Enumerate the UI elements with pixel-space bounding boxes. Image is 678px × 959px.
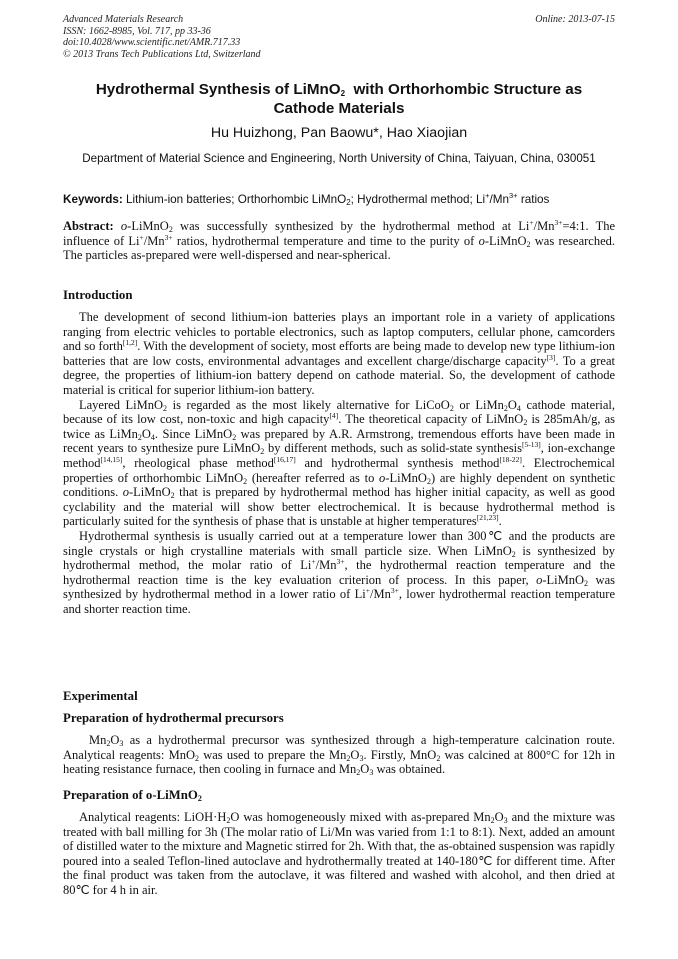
- precursor-paragraph: $Mn_2O_3$ as a hydrothermal precursor was synthesized through a high-temperature calcination route. Analytical reagents: MnO$_2$ was used to prepare the $Mn_2O_3$. Firstly, MnO$_2$ was calcined at 800°C for 12h in heating resistance furnace, then cooling in furnace and $Mn_2O_3$ was obtained.: [63, 733, 615, 778]
- section-heading-introduction: Introduction: [63, 288, 133, 302]
- o-limno2-paragraph: Analytical reagents: $LiOH\cdot H_2O$ was homogeneously mixed with as-prepared $Mn_2O_3$ and the mixture was treated with ball milling for 3h (The molar ratio of Li/Mn was varied from 1:1 to 8:1). Next, added an amount of distilled water to the mixture and Magnetic stirred for 2h. With that, the as-obtained suspension was rapidly poured into a sealed Teflon-lined autoclave and hydrothermally treated at 140-180℃ for different time. After the final product was taken from the autoclave, it was filtered and washed with alcohol, and then dried at 80℃ for 4 h in air.: [63, 810, 615, 897]
- affiliation: Department of Material Science and Engineering, North University of China, Taiyuan, China, 030051: [82, 152, 596, 165]
- doi-line: doi:10.4028/www.scientific.net/AMR.717.33: [63, 37, 241, 48]
- online-date: Online: 2013-07-15: [535, 14, 615, 25]
- intro-paragraph-3: Hydrothermal synthesis is usually carried out at a temperature lower than 300℃ and the products are single crystals or high crystalline materials with small particle size. When LiMnO$_2$ is synthesized by hydrothermal method, the molar ratio of $Li^+/Mn^{3+}$, the hydrothermal reaction temperature and the hydrothermal reaction time is the key evaluation criterion of process. In this paper, o-LiMnO$_2$ was synthesized by hydrothermal method in a lower ratio of $Li^+/Mn^{3+}$, lower hydrothermal reaction temperature and shorter reaction time.: [63, 528, 616, 616]
- intro-paragraph-1: The development of second lithium-ion batteries plays an important role in a variety of applications ranging from electric vehicles to portable electronics, such as laptop computers, cellular phone, camcorders and so forth[1,2]. With the development of society, most efforts are being made to develop new type lithium-ion batteries that are low costs, environmental advantages and excellent charge/discharge capacity[3]. To a great degree, the properties of lithium-ion battery depend on cathode material. So, the development of cathode material is critical for superior lithium-ion battery.: [63, 310, 615, 397]
- intro-paragraph-2: Layered LiMnO$_2$ is regarded as the most likely alternative for LiCoO$_2$ or $LiMn_2O_4$ cathode material, because of its low cost, non-toxic and high capacity[4]. The theoretical capacity of LiMnO$_2$ is 285mAh/g, as twice as $LiMn_2O_4$. Since LiMnO$_2$ was prepared by A.R. Armstrong, tremendous efforts have been made in recent years to synthesize pure LiMnO$_2$ by different methods, such as solid-state synthesis[5-13], ion-exchange method[14,15], rheological phase method[16,17] and hydrothermal synthesis method[18-22]. Electrochemical properties of orthorhombic LiMnO$_2$ (hereafter referred as to o-LiMnO$_2$) are highly dependent on synthetic conditions. o-LiMnO$_2$ that is prepared by hydrothermal method has higher initial capacity, as well as good cyclability and the material will show better electrochemical. It is because hydrothermal method is particularly suited for the synthesis of phase that is unstable at higher temperatures[21,23].: [63, 397, 616, 529]
- introduction-body: [63, 310, 615, 616]
- copyright-line: © 2013 Trans Tech Publications Ltd, Switzerland: [63, 48, 261, 60]
- issn-line: ISSN: 1662-8985, Vol. 717, pp 33-36: [63, 25, 211, 37]
- paper-title: Hydrothermal Synthesis of LiMnO$_2$ with Orthorhombic Structure as Cathode Materials: [95, 81, 583, 117]
- author-list: Hu Huizhong, Pan Baowu*, Hao Xiaojian: [210, 125, 468, 141]
- journal-name: Advanced Materials Research: [63, 14, 184, 25]
- journal-header: [63, 14, 615, 60]
- section-heading-experimental: Experimental: [63, 689, 138, 703]
- abstract: Abstract: o-LiMnO$_2$ was successfully synthesized by the hydrothermal method at $Li^+/Mn^{3+}=4:1$. The influence of $Li^+/Mn^{3+}$ ratios, hydrothermal temperature and time to the purity of o-LiMnO$_2$ was researched. The particles as-prepared were well-dispersed and near-spherical.: [63, 218, 616, 263]
- subsection-heading-precursors: Preparation of hydrothermal precursors: [63, 711, 284, 725]
- subsection-heading-o-limno2: Preparation of o-LiMnO$_2$: [63, 788, 202, 803]
- keywords: Keywords: Lithium-ion batteries; Orthorhombic LiMnO$_2$; Hydrothermal method; $Li^+/Mn^{3+}$ ratios: [63, 191, 550, 207]
